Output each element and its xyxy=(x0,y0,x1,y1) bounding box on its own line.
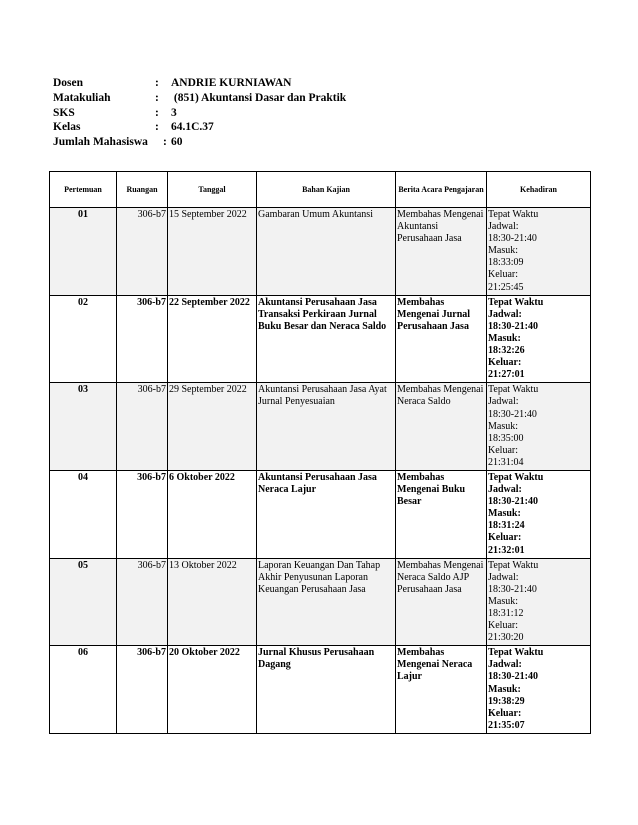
schedule-time: 18:30-21:40 xyxy=(488,408,537,420)
info-value: 64.1C.37 xyxy=(171,121,214,134)
schedule-time: 18:30-21:40 xyxy=(488,320,538,332)
cell-bahan-kajian: Akuntansi Perusahaan Jasa Ayat Jurnal Penyesuaian xyxy=(257,383,396,471)
info-label: Matakuliah xyxy=(53,91,111,104)
schedule-label: Jadwal: xyxy=(488,396,519,408)
check-out-label: Keluar: xyxy=(488,357,522,369)
cell-kehadiran xyxy=(487,383,591,471)
check-out-time: 21:35:07 xyxy=(488,719,525,731)
cell-ruangan: 306-b7 xyxy=(117,470,168,558)
check-in-time: 19:38:29 xyxy=(488,695,525,707)
cell-ruangan: 306-b7 xyxy=(117,208,168,296)
info-row-sks xyxy=(53,106,346,121)
attendance-status: Tepat Waktu xyxy=(488,209,539,220)
attendance-status: Tepat Waktu xyxy=(488,559,539,571)
check-in-label: Masuk: xyxy=(488,595,518,607)
cell-bahan-kajian: Akuntansi Perusahaan Jasa Neraca Lajur xyxy=(257,470,396,558)
attendance-table xyxy=(49,171,591,734)
info-colon: : xyxy=(155,77,159,89)
check-in-time: 18:31:12 xyxy=(488,608,524,619)
cell-tanggal: 20 Oktober 2022 xyxy=(168,646,257,734)
cell-pertemuan: 04 xyxy=(50,470,117,558)
cell-kehadiran xyxy=(487,208,591,296)
table-row xyxy=(50,558,591,646)
cell-pertemuan: 03 xyxy=(50,383,117,471)
info-row-matakuliah xyxy=(53,91,346,106)
schedule-time: 18:30-21:40 xyxy=(488,583,537,595)
check-out-label: Keluar: xyxy=(488,269,518,281)
check-in-label: Masuk: xyxy=(488,332,521,344)
table-header-row xyxy=(50,172,591,208)
schedule-label: Jadwal: xyxy=(488,308,522,320)
info-label: SKS xyxy=(53,106,75,119)
info-value: 60 xyxy=(171,136,183,149)
column-header-kehadiran: Kehadiran xyxy=(487,172,591,208)
cell-tanggal: 22 September 2022 xyxy=(168,295,257,383)
check-in-label: Masuk: xyxy=(488,683,521,695)
info-value: ANDRIE KURNIAWAN xyxy=(171,77,292,89)
column-header-ruangan: Ruangan xyxy=(117,172,168,208)
cell-berita-acara: Membahas Mengenai Buku Besar xyxy=(396,470,487,558)
column-header-tanggal: Tanggal xyxy=(168,172,257,208)
cell-berita-acara: Membahas Mengenai Neraca Saldo xyxy=(396,383,487,471)
cell-ruangan: 306-b7 xyxy=(117,383,168,471)
info-row-dosen xyxy=(53,76,346,91)
info-row-jumlah-mahasiswa xyxy=(53,135,346,150)
attendance-status: Tepat Waktu xyxy=(488,647,544,659)
attendance-status: Tepat Waktu xyxy=(488,296,544,308)
cell-pertemuan: 06 xyxy=(50,646,117,734)
cell-kehadiran xyxy=(487,295,591,383)
check-in-time: 18:32:26 xyxy=(488,345,525,357)
cell-berita-acara: Membahas Mengenai Neraca Lajur xyxy=(396,646,487,734)
info-value: (851) Akuntansi Dasar dan Praktik xyxy=(171,91,347,104)
attendance-status: Tepat Waktu xyxy=(488,384,539,396)
schedule-label: Jadwal: xyxy=(488,659,522,671)
schedule-time: 18:30-21:40 xyxy=(488,496,538,508)
info-label: Jumlah Mahasiswa xyxy=(53,136,148,149)
column-header-berita-acara: Berita Acara Pengajaran xyxy=(396,172,487,208)
check-out-time: 21:25:45 xyxy=(488,281,524,293)
schedule-label: Jadwal: xyxy=(488,571,519,583)
check-in-label: Masuk: xyxy=(488,508,521,520)
column-header-pertemuan: Pertemuan xyxy=(50,172,117,208)
table-row xyxy=(50,646,591,734)
check-out-label: Keluar: xyxy=(488,620,518,632)
info-label: Dosen xyxy=(53,77,84,89)
table-row xyxy=(50,295,591,383)
check-out-label: Keluar: xyxy=(488,444,518,456)
schedule-label: Jadwal: xyxy=(488,221,519,233)
info-colon: : xyxy=(155,106,159,119)
check-in-time: 18:31:24 xyxy=(488,520,525,532)
cell-berita-acara: Membahas Mengenai Akuntansi Perusahaan Jasa xyxy=(396,208,487,296)
check-in-label: Masuk: xyxy=(488,420,518,432)
cell-tanggal: 6 Oktober 2022 xyxy=(168,470,257,558)
check-out-time: 21:27:01 xyxy=(488,369,525,381)
info-row-kelas xyxy=(53,120,346,135)
check-out-label: Keluar: xyxy=(488,707,522,719)
table-row xyxy=(50,208,591,296)
check-in-time: 18:35:00 xyxy=(488,432,524,444)
info-colon: : xyxy=(163,136,167,149)
cell-pertemuan: 01 xyxy=(50,208,117,296)
check-out-time: 21:30:20 xyxy=(488,632,524,644)
cell-bahan-kajian: Laporan Keuangan Dan Tahap Akhir Penyusunan Laporan Keuangan Perusahaan Jasa xyxy=(257,558,396,646)
schedule-time: 18:30-21:40 xyxy=(488,671,538,683)
attendance-status: Tepat Waktu xyxy=(488,471,544,483)
cell-bahan-kajian: Akuntansi Perusahaan Jasa Transaksi Perkiraan Jurnal Buku Besar dan Neraca Saldo xyxy=(257,295,396,383)
cell-tanggal: 29 September 2022 xyxy=(168,383,257,471)
cell-tanggal: 15 September 2022 xyxy=(168,208,257,296)
schedule-time: 18:30-21:40 xyxy=(488,233,537,245)
cell-ruangan: 306-b7 xyxy=(117,558,168,646)
cell-bahan-kajian: Jurnal Khusus Perusahaan Dagang xyxy=(257,646,396,734)
cell-bahan-kajian: Gambaran Umum Akuntansi xyxy=(257,208,396,296)
cell-tanggal: 13 Oktober 2022 xyxy=(168,558,257,646)
info-value: 3 xyxy=(171,106,177,119)
info-label: Kelas xyxy=(53,121,81,134)
schedule-label: Jadwal: xyxy=(488,484,522,496)
check-out-label: Keluar: xyxy=(488,532,522,544)
column-header-bahan-kajian: Bahan Kajian xyxy=(257,172,396,208)
cell-ruangan: 306-b7 xyxy=(117,295,168,383)
lecture-info xyxy=(53,76,346,150)
cell-berita-acara: Membahas Mengenai Neraca Saldo AJP Perusahaan Jasa xyxy=(396,558,487,646)
table-row xyxy=(50,470,591,558)
cell-kehadiran xyxy=(487,470,591,558)
cell-pertemuan: 02 xyxy=(50,295,117,383)
cell-kehadiran xyxy=(487,558,591,646)
cell-berita-acara: Membahas Mengenai Jurnal Perusahaan Jasa xyxy=(396,295,487,383)
check-out-time: 21:31:04 xyxy=(488,456,524,468)
table-row xyxy=(50,383,591,471)
cell-ruangan: 306-b7 xyxy=(117,646,168,734)
check-in-time: 18:33:09 xyxy=(488,257,524,269)
info-colon: : xyxy=(155,121,159,134)
cell-kehadiran xyxy=(487,646,591,734)
info-colon: : xyxy=(155,91,159,104)
check-out-time: 21:32:01 xyxy=(488,544,525,556)
cell-pertemuan: 05 xyxy=(50,558,117,646)
check-in-label: Masuk: xyxy=(488,245,518,257)
